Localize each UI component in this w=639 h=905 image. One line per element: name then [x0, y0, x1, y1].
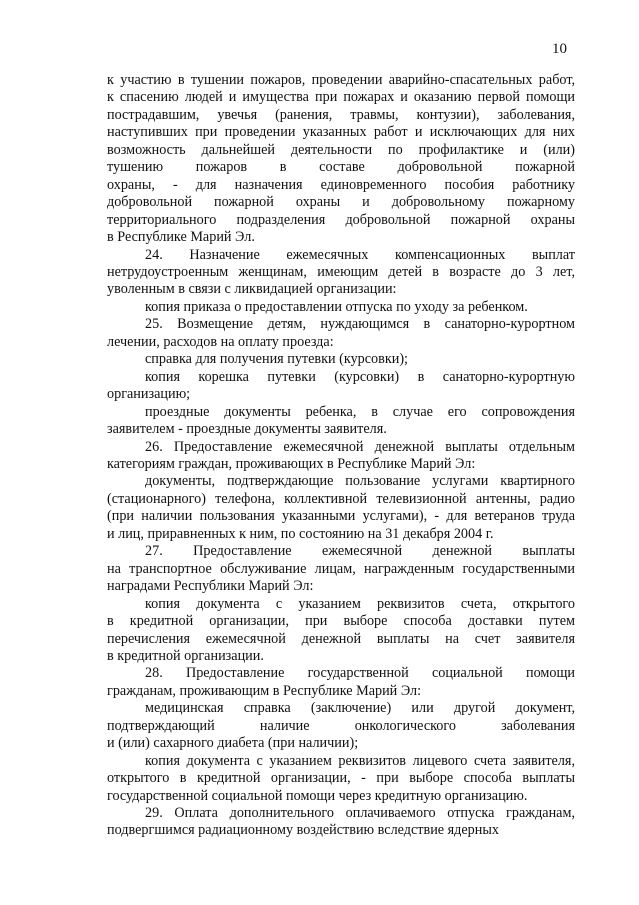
- text-line: категориям граждан, проживающих в Республике Марий Эл:: [107, 455, 476, 472]
- paragraph: [107, 299, 575, 316]
- text-line: территориального подразделения добровольной пожарной охраны: [107, 211, 575, 228]
- paragraph: [107, 72, 575, 247]
- paragraph: [107, 247, 575, 299]
- text-line: документы, подтверждающие пользование услугами квартирного: [145, 473, 575, 490]
- paragraph: [107, 753, 575, 805]
- text-line: пострадавшим, увечья (ранения, травмы, контузии), заболевания,: [107, 106, 575, 123]
- paragraph: [107, 439, 575, 474]
- paragraph: [107, 596, 575, 666]
- text-line: проездные документы ребенка, в случае его сопровождения: [145, 403, 575, 420]
- text-line: и (или) сахарного диабета (при наличии);: [107, 735, 359, 752]
- text-line: копия документа с указанием реквизитов счета, открытого: [145, 595, 575, 612]
- text-line: 27. Предоставление ежемесячной денежной выплаты: [145, 543, 575, 560]
- text-line: копия приказа о предоставлении отпуска по уходу за ребенком.: [145, 298, 528, 315]
- text-line: (стационарного) телефона, коллективной телевизионной антенны, радио: [107, 490, 575, 507]
- text-line: копия документа с указанием реквизитов лицевого счета заявителя,: [145, 752, 575, 769]
- text-line: копия корешка путевки (курсовки) в санаторно-курортную: [145, 368, 575, 385]
- text-line: организацию;: [107, 386, 191, 403]
- paragraph: [107, 805, 575, 840]
- paragraph: [107, 404, 575, 439]
- text-line: в Республике Марий Эл.: [107, 229, 255, 246]
- text-line: добровольной пожарной охраны и добровольному пожарному: [107, 194, 575, 211]
- text-line: гражданам, проживающим в Республике Марий Эл:: [107, 682, 422, 699]
- paragraph: [107, 351, 575, 368]
- text-line: заявителем - проездные документы заявителя.: [107, 421, 387, 438]
- text-line: лечении, расходов на оплату проезда:: [107, 333, 334, 350]
- text-line: на транспортное обслуживание лицам, награжденным государственными: [107, 560, 575, 577]
- text-line: медицинская справка (заключение) или другой документ,: [145, 700, 575, 717]
- text-line: тушению пожаров в составе добровольной пожарной: [107, 159, 575, 176]
- text-line: открытого в кредитной организации, - при выборе способа выплаты: [107, 770, 575, 787]
- page-number: 10: [552, 41, 567, 57]
- text-line: наступивших при проведении указанных работ и исключающих для них: [107, 124, 575, 141]
- text-line: к участию в тушении пожаров, проведении аварийно-спасательных работ,: [107, 72, 575, 88]
- paragraph: [107, 369, 575, 404]
- text-line: в кредитной организации.: [107, 647, 264, 664]
- text-line: уволенным в связи с ликвидацией организации:: [107, 281, 397, 298]
- text-line: 24. Назначение ежемесячных компенсационных выплат: [145, 246, 575, 263]
- paragraph: [107, 665, 575, 700]
- text-line: охраны, - для назначения единовременного пособия работнику: [107, 176, 575, 193]
- text-line: возможность дальнейшей деятельности по профилактике и (или): [107, 141, 575, 158]
- text-line: перечисления ежемесячной денежной выплаты на счет заявителя: [107, 630, 575, 647]
- paragraph: [107, 316, 575, 351]
- text-line: в кредитной организации, при выборе способа доставки путем: [107, 613, 575, 630]
- paragraph: [107, 473, 575, 543]
- text-line: подтверждающий наличие онкологического заболевания: [107, 717, 575, 734]
- text-line: государственной социальной помощи через кредитную организацию.: [107, 787, 528, 804]
- text-line: (при наличии пользования указанными услугами), - для ветеранов труда: [107, 508, 575, 525]
- text-line: нетрудоустроенным женщинам, имеющим детей в возрасте до 3 лет,: [107, 263, 575, 280]
- text-line: наградами Республики Марий Эл:: [107, 578, 314, 595]
- paragraph: [107, 700, 575, 752]
- text-line: подвергшимся радиационному воздействию вследствие ядерных: [107, 822, 499, 839]
- paragraph: [107, 543, 575, 595]
- text-line: к спасению людей и имущества при пожарах и оказанию первой помощи: [107, 89, 575, 106]
- text-line: справка для получения путевки (курсовки);: [145, 351, 408, 368]
- text-line: 29. Оплата дополнительного оплачиваемого отпуска гражданам,: [145, 805, 575, 822]
- text-line: и лиц, приравненных к ним, по состоянию на 31 декабря 2004 г.: [107, 525, 494, 542]
- document-body: [107, 72, 575, 840]
- text-line: 25. Возмещение детям, нуждающимся в санаторно-курортном: [145, 316, 575, 333]
- text-line: 28. Предоставление государственной социальной помощи: [145, 665, 575, 682]
- text-line: 26. Предоставление ежемесячной денежной выплаты отдельным: [145, 438, 575, 455]
